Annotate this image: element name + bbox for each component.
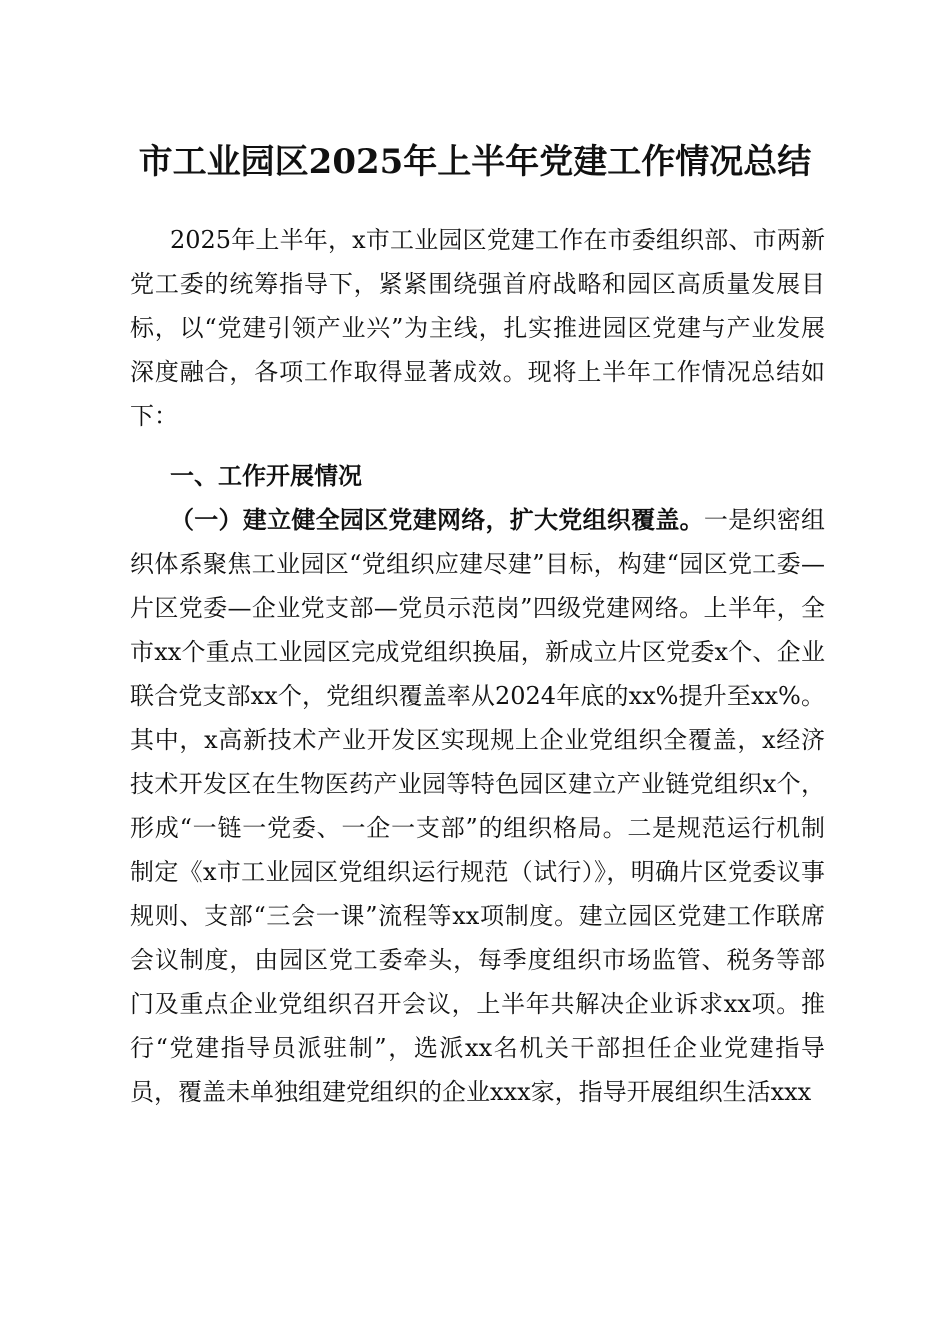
intro-paragraph: 2025年上半年，x市工业园区党建工作在市委组织部、市两新党工委的统筹指导下，紧紧围绕强首府战略和园区高质量发展目标，以“党建引领产业兴”为主线，扎实推进园区党建与产业发展深度融合，各项工作取得显著成效。现将上半年工作情况总结如下： — [130, 226, 825, 430]
subsection-paragraph — [130, 498, 825, 1114]
document-title: 市工业园区2025年上半年党建工作情况总结 — [138, 142, 812, 182]
section-heading: 一、工作开展情况 — [170, 462, 362, 490]
subsection-body: 一是织密组织体系聚焦工业园区“党组织应建尽建”目标，构建“园区党工委—片区党委—企业党支部—党员示范岗”四级党建网络。上半年，全市xx个重点工业园区完成党组织换届，新成立片区党委x个、企业联合党支部xx个，党组织覆盖率从2024年底的xx%提升至xx%。其中，x高新技术产业开发区实现规上企业党组织全覆盖，x经济技术开发区在生物医药产业园等特色园区建立产业链党组织x个，形成“一链一党委、一企一支部”的组织格局。二是规范运行机制制定《x市工业园区党组织运行规范（试行）》，明确片区党委议事规则、支部“三会一课”流程等xx项制度。建立园区党建工作联席会议制度，由园区党工委牵头，每季度组织市场监管、税务等部门及重点企业党组织召开会议，上半年共解决企业诉求xx项。推行“党建指导员派驻制”，选派xx名机关干部担任企业党建指导员，覆盖未单独组建党组织的企业xxx家，指导开展组织生活xxx — [130, 506, 825, 1106]
subsection-heading: （一）建立健全园区党建网络，扩大党组织覆盖。 — [170, 506, 704, 534]
